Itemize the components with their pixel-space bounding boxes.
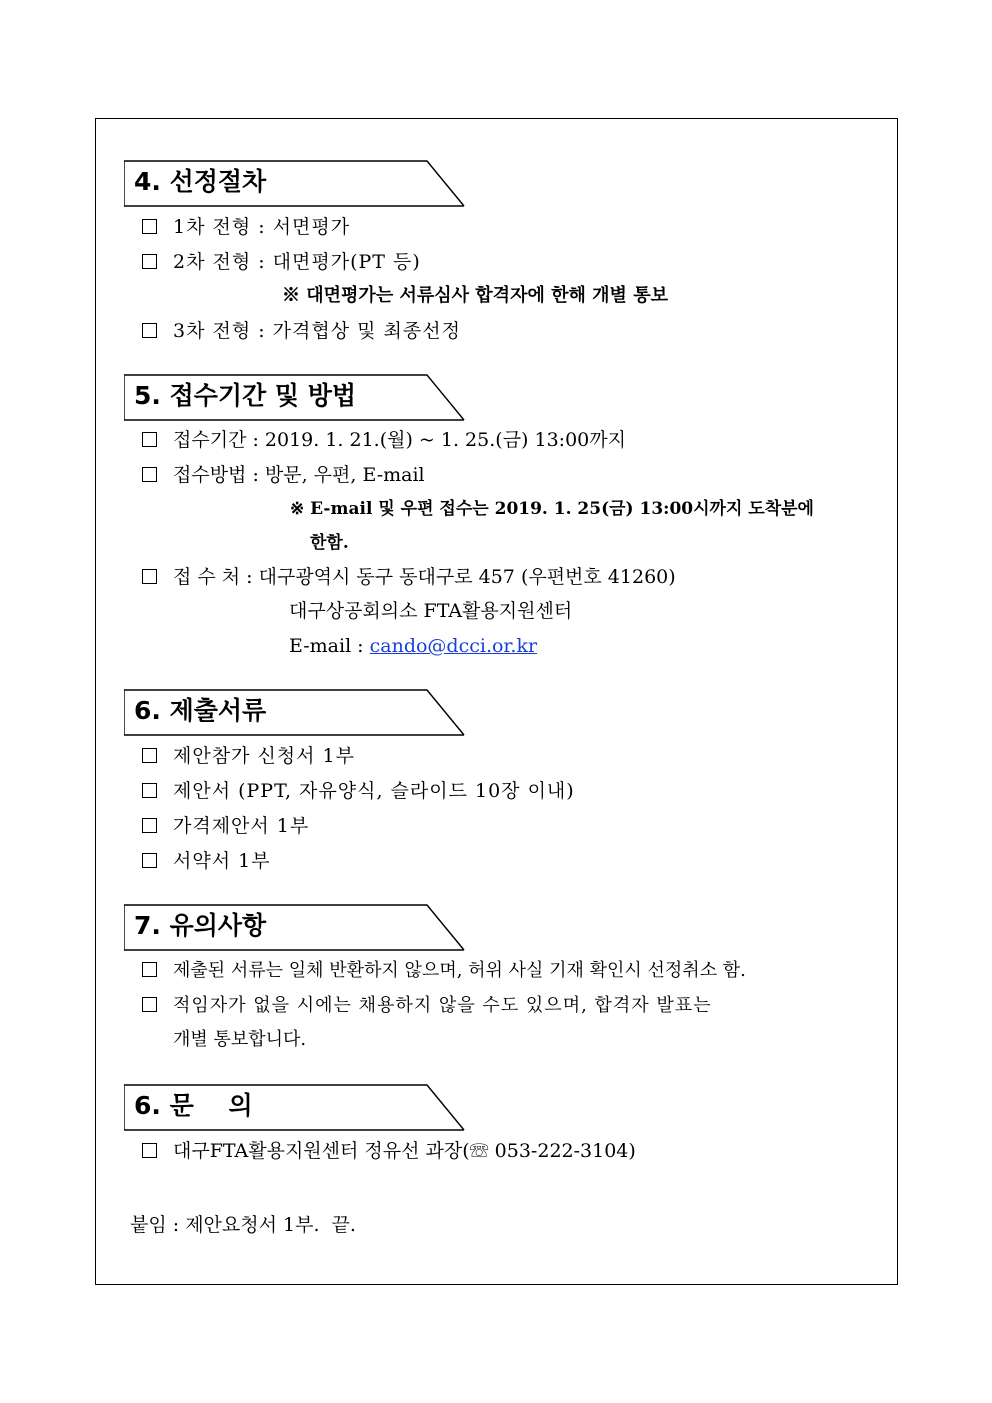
section-title: 7. 유의사항 (134, 911, 267, 940)
organization-text: 대구상공회의소 FTA활용지원센터 (289, 600, 573, 622)
section-title: 6. 제출서류 (134, 696, 267, 725)
list-item: 접 수 처 : 대구광역시 동구 동대구로 457 (우편번호 41260) (142, 564, 676, 590)
list-item: 3차 전형 : 가격협상 및 최종선정 (142, 318, 461, 344)
list-item: 대구FTA활용지원센터 정유선 과장(☏ 053-222-3104) (142, 1138, 636, 1164)
attachment-note: 붙임 : 제안요청서 1부. 끝. (130, 1214, 356, 1236)
list-item: 1차 전형 : 서면평가 (142, 214, 350, 240)
list-item: 2차 전형 : 대면평가(PT 등) (142, 249, 421, 275)
email-link[interactable]: cando@dcci.or.kr (369, 635, 538, 657)
checkbox-icon (142, 853, 157, 868)
list-item: 서약서 1부 (142, 848, 271, 874)
checkbox-icon (142, 569, 157, 584)
checkbox-icon (142, 467, 157, 482)
note-text: ※ E-mail 및 우편 접수는 2019. 1. 25(금) 13:00시까지 도착분에 (290, 499, 814, 519)
checkbox-icon (142, 432, 157, 447)
checkbox-icon (142, 962, 157, 977)
email-line: E-mail : cando@dcci.or.kr (289, 635, 538, 657)
list-item: 제안서 (PPT, 자유양식, 슬라이드 10장 이내) (142, 778, 575, 804)
checkbox-icon (142, 783, 157, 798)
checkbox-icon (142, 997, 157, 1012)
checkbox-icon (142, 748, 157, 763)
list-item: 제출된 서류는 일체 반환하지 않으며, 허위 사실 기재 확인시 선정취소 함. (142, 958, 746, 984)
list-item: 가격제안서 1부 (142, 813, 309, 839)
checkbox-icon (142, 818, 157, 833)
list-item-continuation: 개별 통보합니다. (173, 1029, 307, 1050)
list-item: 접수기간 : 2019. 1. 21.(월) ~ 1. 25.(금) 13:00까지 (142, 427, 626, 453)
list-item: 접수방법 : 방문, 우편, E-mail (142, 462, 425, 488)
section-title: 5. 접수기간 및 방법 (134, 381, 357, 410)
note-text: ※ 대면평가는 서류심사 합격자에 한해 개별 통보 (282, 285, 668, 306)
checkbox-icon (142, 1143, 157, 1158)
checkbox-icon (142, 323, 157, 338)
list-item: 적임자가 없을 시에는 채용하지 않을 수도 있으며, 합격자 발표는 (142, 993, 712, 1019)
note-text: 한함. (310, 533, 349, 553)
section-title: 4. 선정절차 (134, 167, 267, 196)
checkbox-icon (142, 219, 157, 234)
list-item: 제안참가 신청서 1부 (142, 743, 355, 769)
checkbox-icon (142, 254, 157, 269)
section-title: 6. 문 의 (134, 1091, 253, 1120)
